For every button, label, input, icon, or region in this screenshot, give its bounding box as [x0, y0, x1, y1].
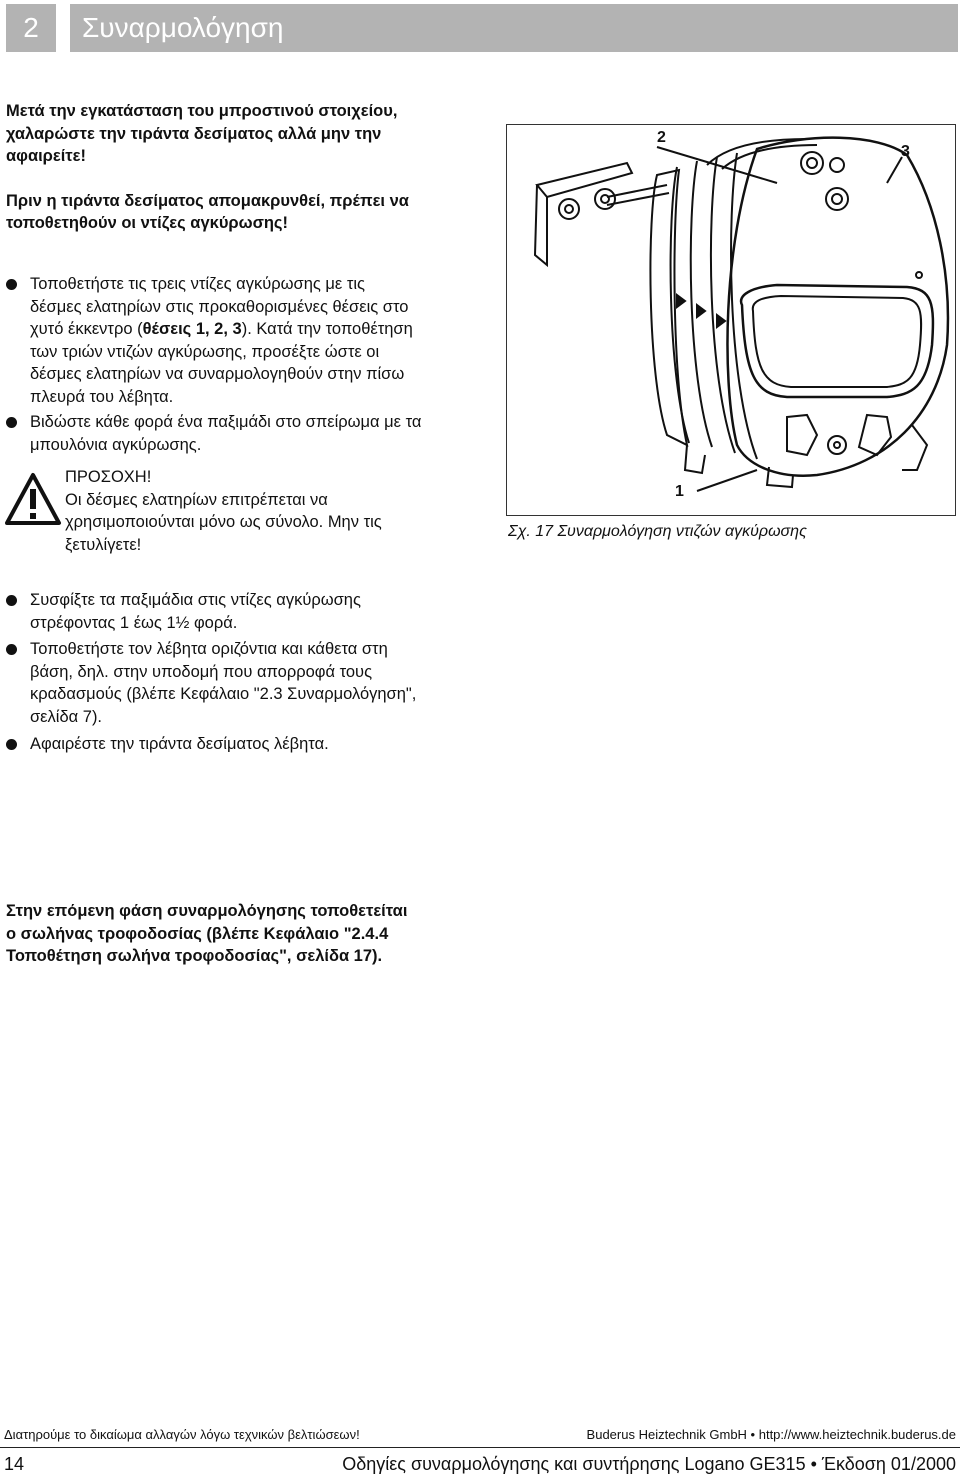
bullet-item: [6, 733, 496, 756]
footer-divider: [0, 1447, 960, 1448]
page-number: 14: [4, 1454, 25, 1474]
bullet-text: δέσμες ελατηρίων να συναρμολογηθούν στην πίσω: [30, 365, 405, 383]
bullet-text: Αφαιρέστε την τιράντα δεσίματος λέβητα.: [30, 735, 329, 753]
next-phase-line: ο σωλήνας τροφοδοσίας (βλέπε Κεφάλαιο "2.4.4: [6, 924, 389, 943]
document-title: Οδηγίες συναρμολόγησης και συντήρησης Logano GE315 • Έκδοση 01/2000: [342, 1454, 956, 1474]
warning-triangle-icon: [4, 472, 62, 526]
callout-2: 2: [657, 129, 666, 146]
bullet-dot-icon: [6, 417, 17, 428]
bullet-dot-icon: [6, 644, 17, 655]
bullet-text: μπουλόνια αγκύρωσης.: [30, 435, 202, 454]
bullet-text: κραδασμούς (βλέπε Κεφάλαιο "2.3 Συναρμολόγηση",: [30, 685, 417, 703]
bullet-text: των τριών ντιζών αγκύρωσης, προσέξτε ώστε οι: [30, 342, 380, 361]
intro-paragraph: [6, 100, 486, 235]
footer-rights-note: Διατηρούμε το δικαίωμα αλλαγών λόγω τεχνικών βελτιώσεων!: [4, 1427, 360, 1442]
chapter-number-box: [6, 4, 56, 52]
figure-frame: [506, 124, 956, 516]
positions-emphasis: θέσεις 1, 2, 3: [142, 320, 242, 338]
warning-text: Οι δέσμες ελατηρίων επιτρέπεται να: [65, 490, 328, 509]
bullet-text-part: χυτό έκκεντρο (: [30, 320, 143, 338]
bullet-item: [6, 589, 496, 634]
chapter-title-box: [70, 4, 958, 52]
bullet-text: στρέφοντας 1 έως 1½ φορά.: [30, 613, 238, 632]
chapter-title: Συναρμολόγηση: [82, 12, 284, 43]
intro-line: αφαιρείτε!: [6, 147, 86, 165]
footer-company-url: Buderus Heiztechnik GmbH • http://www.heiztechnik.buderus.de: [586, 1427, 956, 1442]
bullet-text: Συσφίξτε τα παξιμάδια στις ντίζες αγκύρωσης: [30, 591, 361, 609]
bullet-item: [6, 411, 496, 456]
warning-title: ΠΡΟΣΟΧΗ!: [65, 468, 152, 486]
warning-block: [0, 466, 500, 566]
callout-3: 3: [901, 143, 910, 160]
callout-1: 1: [675, 483, 684, 500]
warning-text: ξετυλίγετε!: [65, 535, 142, 554]
bullet-text: Τοποθετήστε τον λέβητα οριζόντια και κάθετα στη: [30, 640, 388, 658]
intro-line: τοποθετηθούν οι ντίζες αγκύρωσης!: [6, 214, 289, 232]
bullet-text: Βιδώστε κάθε φορά ένα παξιμάδι στο σπείρωμα με τα: [30, 413, 422, 431]
bullet-dot-icon: [6, 279, 17, 290]
bullet-text: πλευρά του λέβητα.: [30, 387, 174, 406]
boiler-drawing: [507, 125, 955, 515]
bullet-text: σελίδα 7).: [30, 707, 103, 726]
chapter-number: 2: [23, 12, 39, 43]
intro-line: Πριν η τιράντα δεσίματος απομακρυνθεί, πρέπει να: [6, 191, 409, 210]
bullet-dot-icon: [6, 739, 17, 750]
bullet-text: Τοποθετήστε τις τρεις ντίζες αγκύρωσης με τις: [30, 275, 365, 293]
bullet-dot-icon: [6, 595, 17, 606]
next-phase-line: Τοποθέτηση σωλήνα τροφοδοσίας", σελίδα 17).: [6, 947, 383, 965]
bullet-text: [30, 318, 413, 341]
bullet-text: δέσμες ελατηρίων στις προκαθορισμένες θέσεις στο: [30, 297, 409, 316]
intro-line: χαλαρώστε την τιράντα δεσίματος αλλά μην την: [6, 124, 382, 143]
next-phase-line: Στην επόμενη φάση συναρμολόγησης τοποθετείται: [6, 902, 408, 920]
bullet-text: βάση, δηλ. στην υποδομή που απορροφά τους: [30, 662, 373, 681]
bullet-item: [6, 273, 496, 408]
warning-text: χρησιμοποιούνται μόνο ως σύνολο. Μην τις: [65, 513, 382, 531]
bullet-text-part: ). Κατά την τοποθέτηση: [241, 320, 413, 338]
intro-line: Μετά την εγκατάσταση του μπροστινού στοιχείου,: [6, 102, 398, 120]
next-phase-paragraph: [6, 900, 506, 968]
figure-caption: Σχ. 17 Συναρμολόγηση ντιζών αγκύρωσης: [508, 523, 807, 540]
bullet-item: [6, 638, 496, 728]
